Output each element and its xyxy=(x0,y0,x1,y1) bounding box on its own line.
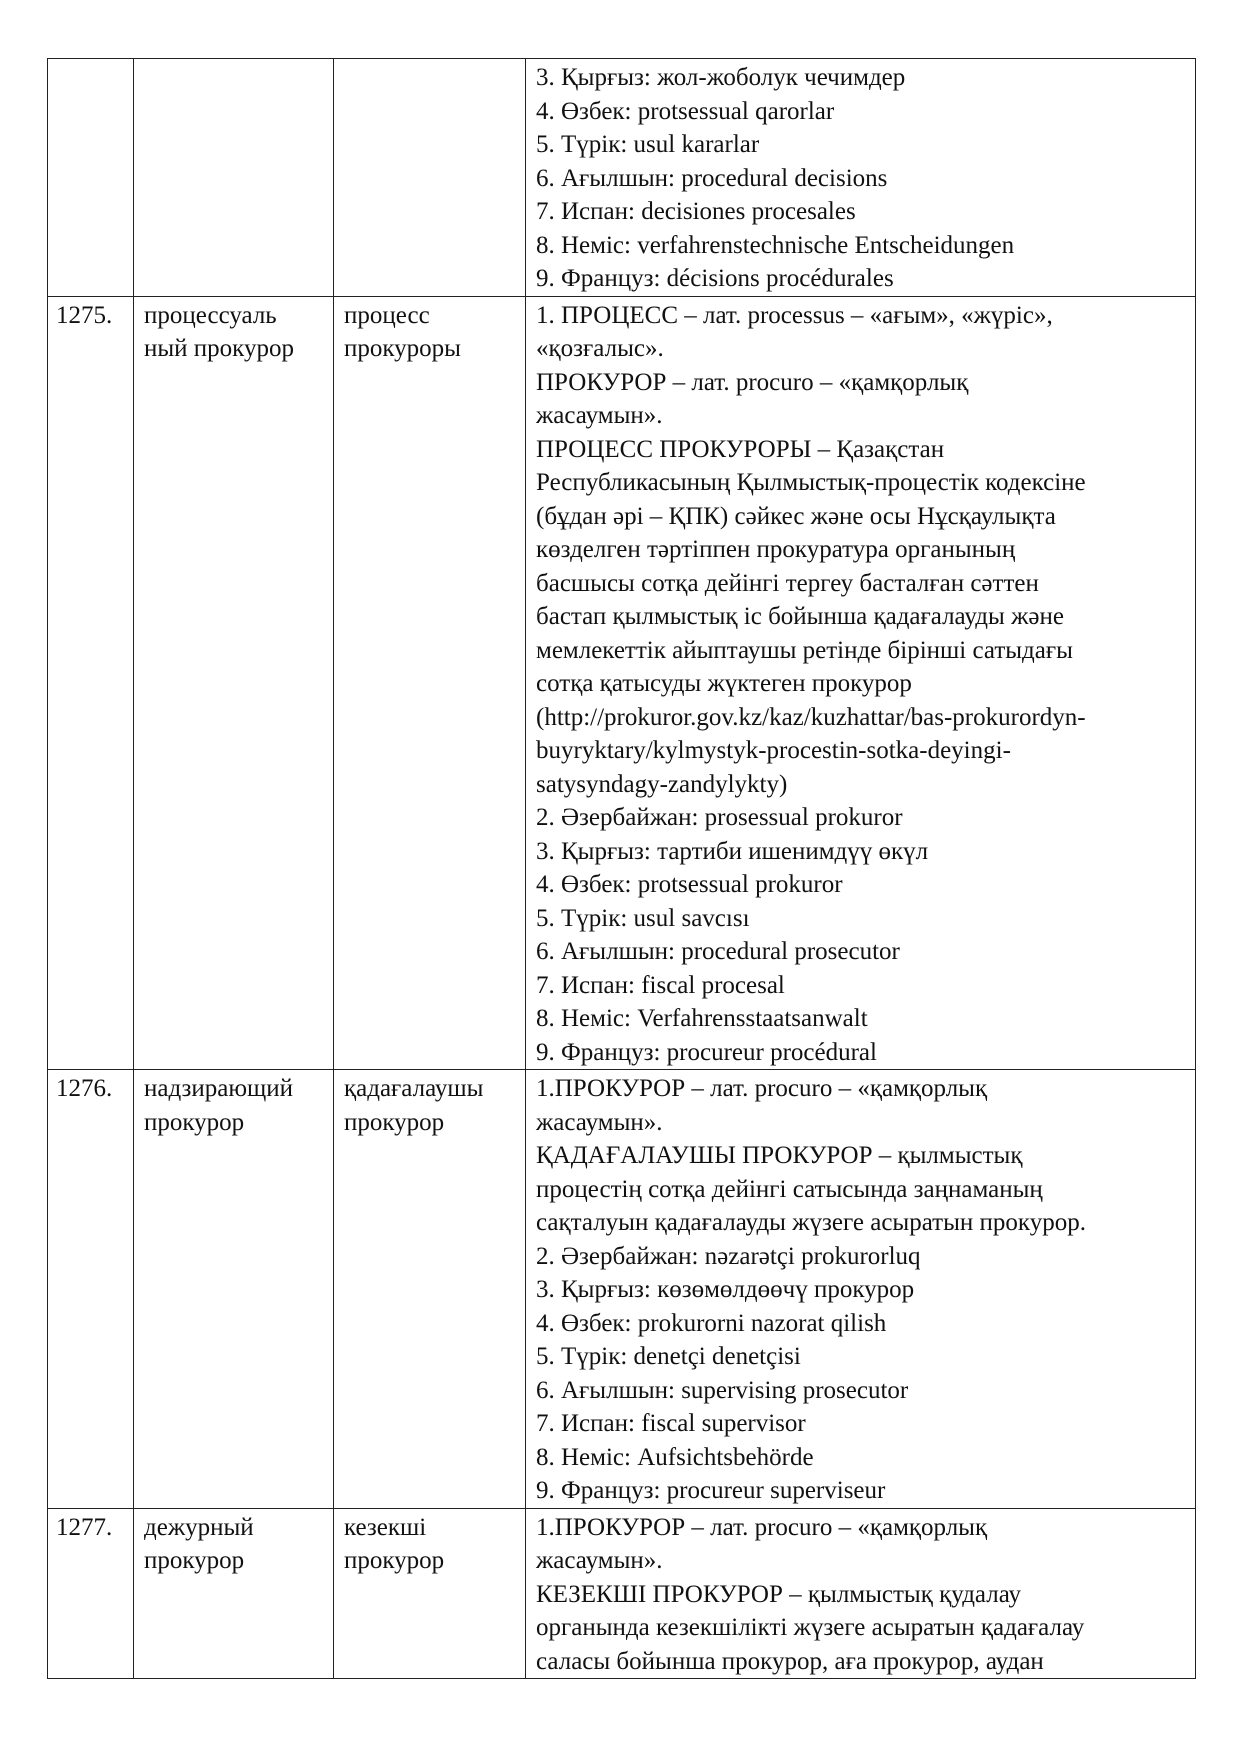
description-line: 1.ПРОКУРОР – лат. procuro – «қамқорлық xyxy=(536,1075,988,1102)
kazakh-term-cell xyxy=(334,1070,526,1509)
description-line: 7. Испан: decisiones procesales xyxy=(536,198,856,225)
description-line: buyryktary/kylmystyk-procestin-sotka-deyingi- xyxy=(536,737,1011,764)
table-row xyxy=(48,296,1196,1070)
description-line: 9. Француз: procureur procédural xyxy=(536,1038,877,1066)
description-line: органында кезекшілікті жүзеге асыратын қадағалау xyxy=(536,1614,1085,1641)
description-line: 4. Өзбек: protsessual prokuror xyxy=(536,871,843,898)
description-line: 8. Неміс: Aufsichtsbehörde xyxy=(536,1443,814,1471)
description-line: 5. Түрік: usul kararlar xyxy=(536,131,760,158)
kazakh-term-line: процесс xyxy=(344,301,430,329)
description-line: 9. Француз: procureur superviseur xyxy=(536,1477,886,1504)
russian-term-cell xyxy=(134,59,334,297)
description-line: саласы бойынша прокурор, аға прокурор, аудан xyxy=(536,1647,1044,1675)
description-line: 6. Ағылшын: procedural decisions xyxy=(536,164,888,192)
description-line: 4. Өзбек: protsessual qarorlar xyxy=(536,97,835,125)
russian-term-line: прокурор xyxy=(144,1547,245,1574)
description-line: (http://prokuror.gov.kz/kaz/kuzhattar/bas-prokurordyn- xyxy=(536,703,1086,731)
kazakh-term-cell xyxy=(334,1508,526,1679)
entry-number-cell xyxy=(48,1070,134,1509)
description-line: 1. ПРОЦЕСС – лат. processus – «ағым», «жүріс», xyxy=(536,301,1053,329)
description-line: 5. Түрік: denetçi denetçisi xyxy=(536,1343,801,1370)
russian-term-cell xyxy=(134,1508,334,1679)
russian-term-line: ный прокурор xyxy=(144,335,294,362)
kazakh-term-line: қадағалаушы xyxy=(344,1075,484,1102)
description-line: жасаумын». xyxy=(536,1547,663,1574)
description-line: 8. Неміс: verfahrenstechnische Entscheidungen xyxy=(536,231,1015,259)
description-line: көзделген тәртіппен прокуратура органының xyxy=(536,536,1016,563)
kazakh-term-cell xyxy=(334,59,526,297)
description-line: басшысы сотқа дейінгі тергеу басталған сәттен xyxy=(536,569,1039,597)
description-line: satysyndagy-zandylykty) xyxy=(536,770,788,798)
description-line: ҚАДАҒАЛАУШЫ ПРОКУРОР – қылмыстық xyxy=(536,1142,1023,1169)
description-line: «қозғалыс». xyxy=(536,335,664,362)
entry-number-cell xyxy=(48,1508,134,1679)
description-line: 2. Әзербайжан: nəzarətçi prokurorluq xyxy=(536,1242,921,1270)
kazakh-term-line: прокуроры xyxy=(344,335,461,362)
description-line: 3. Қырғыз: жол-жоболук чечимдер xyxy=(536,64,906,91)
description-line: жасаумын». xyxy=(536,402,663,429)
description-line: 7. Испан: fiscal procesal xyxy=(536,971,785,999)
description-cell xyxy=(526,59,1196,297)
description-line: сотқа қатысуды жүктеген прокурор xyxy=(536,670,912,697)
russian-term-line: дежурный xyxy=(144,1513,254,1541)
entry-number: 1275. xyxy=(56,301,113,329)
description-line: 9. Француз: décisions procédurales xyxy=(536,265,894,292)
description-line: 4. Өзбек: prokurorni nazorat qilish xyxy=(536,1309,887,1337)
description-line: 8. Неміс: Verfahrensstaatsanwalt xyxy=(536,1005,868,1032)
glossary-table-body xyxy=(48,59,1196,1679)
entry-number: 1277. xyxy=(56,1513,113,1541)
description-line: 1.ПРОКУРОР – лат. procuro – «қамқорлық xyxy=(536,1513,988,1541)
description-line: 7. Испан: fiscal supervisor xyxy=(536,1410,806,1437)
description-line: ПРОКУРОР – лат. procuro – «қамқорлық xyxy=(536,368,969,396)
description-line: 3. Қырғыз: көзөмөлдөөчү прокурор xyxy=(536,1276,915,1303)
description-line: бастап қылмыстық іс бойынша қадағалауды және xyxy=(536,603,1064,630)
glossary-table xyxy=(47,58,1196,1679)
table-row xyxy=(48,1508,1196,1679)
description-line: мемлекеттік айыптаушы ретінде бірінші сатыдағы xyxy=(536,636,1073,664)
kazakh-term-line: кезекші xyxy=(344,1513,427,1541)
description-line: 2. Әзербайжан: prosessual prokuror xyxy=(536,804,903,831)
description-line: ПРОЦЕСС ПРОКУРОРЫ – Қазақстан xyxy=(536,435,945,463)
kazakh-term-cell xyxy=(334,296,526,1070)
description-line: Республикасының Қылмыстық-процестік кодексіне xyxy=(536,469,1086,496)
entry-number-cell xyxy=(48,59,134,297)
description-cell xyxy=(526,1508,1196,1679)
description-line: 3. Қырғыз: тартиби ишенимдүү өкүл xyxy=(536,837,929,865)
russian-term-cell xyxy=(134,1070,334,1509)
description-line: КЕЗЕКШІ ПРОКУРОР – қылмыстық қудалау xyxy=(536,1580,1022,1608)
description-line: (бұдан әрі – ҚПК) сәйкес және осы Нұсқаулықта xyxy=(536,502,1056,530)
russian-term-line: надзирающий xyxy=(144,1075,294,1102)
description-line: 5. Түрік: usul savcısı xyxy=(536,904,750,932)
table-row xyxy=(48,59,1196,297)
entry-number: 1276. xyxy=(56,1075,113,1102)
description-cell xyxy=(526,296,1196,1070)
description-line: сақталуын қадағалауды жүзеге асыратын прокурор. xyxy=(536,1209,1086,1236)
description-cell xyxy=(526,1070,1196,1509)
description-line: 6. Ағылшын: procedural prosecutor xyxy=(536,938,900,965)
description-line: 6. Ағылшын: supervising prosecutor xyxy=(536,1376,909,1404)
russian-term-line: процессуаль xyxy=(144,301,277,329)
description-line: жасаумын». xyxy=(536,1108,663,1136)
russian-term-line: прокурор xyxy=(144,1108,245,1136)
kazakh-term-line: прокурор xyxy=(344,1547,445,1574)
kazakh-term-line: прокурор xyxy=(344,1108,445,1136)
entry-number-cell xyxy=(48,296,134,1070)
description-line: процестің сотқа дейінгі сатысында заңнаманың xyxy=(536,1175,1043,1203)
russian-term-cell xyxy=(134,296,334,1070)
table-row xyxy=(48,1070,1196,1509)
